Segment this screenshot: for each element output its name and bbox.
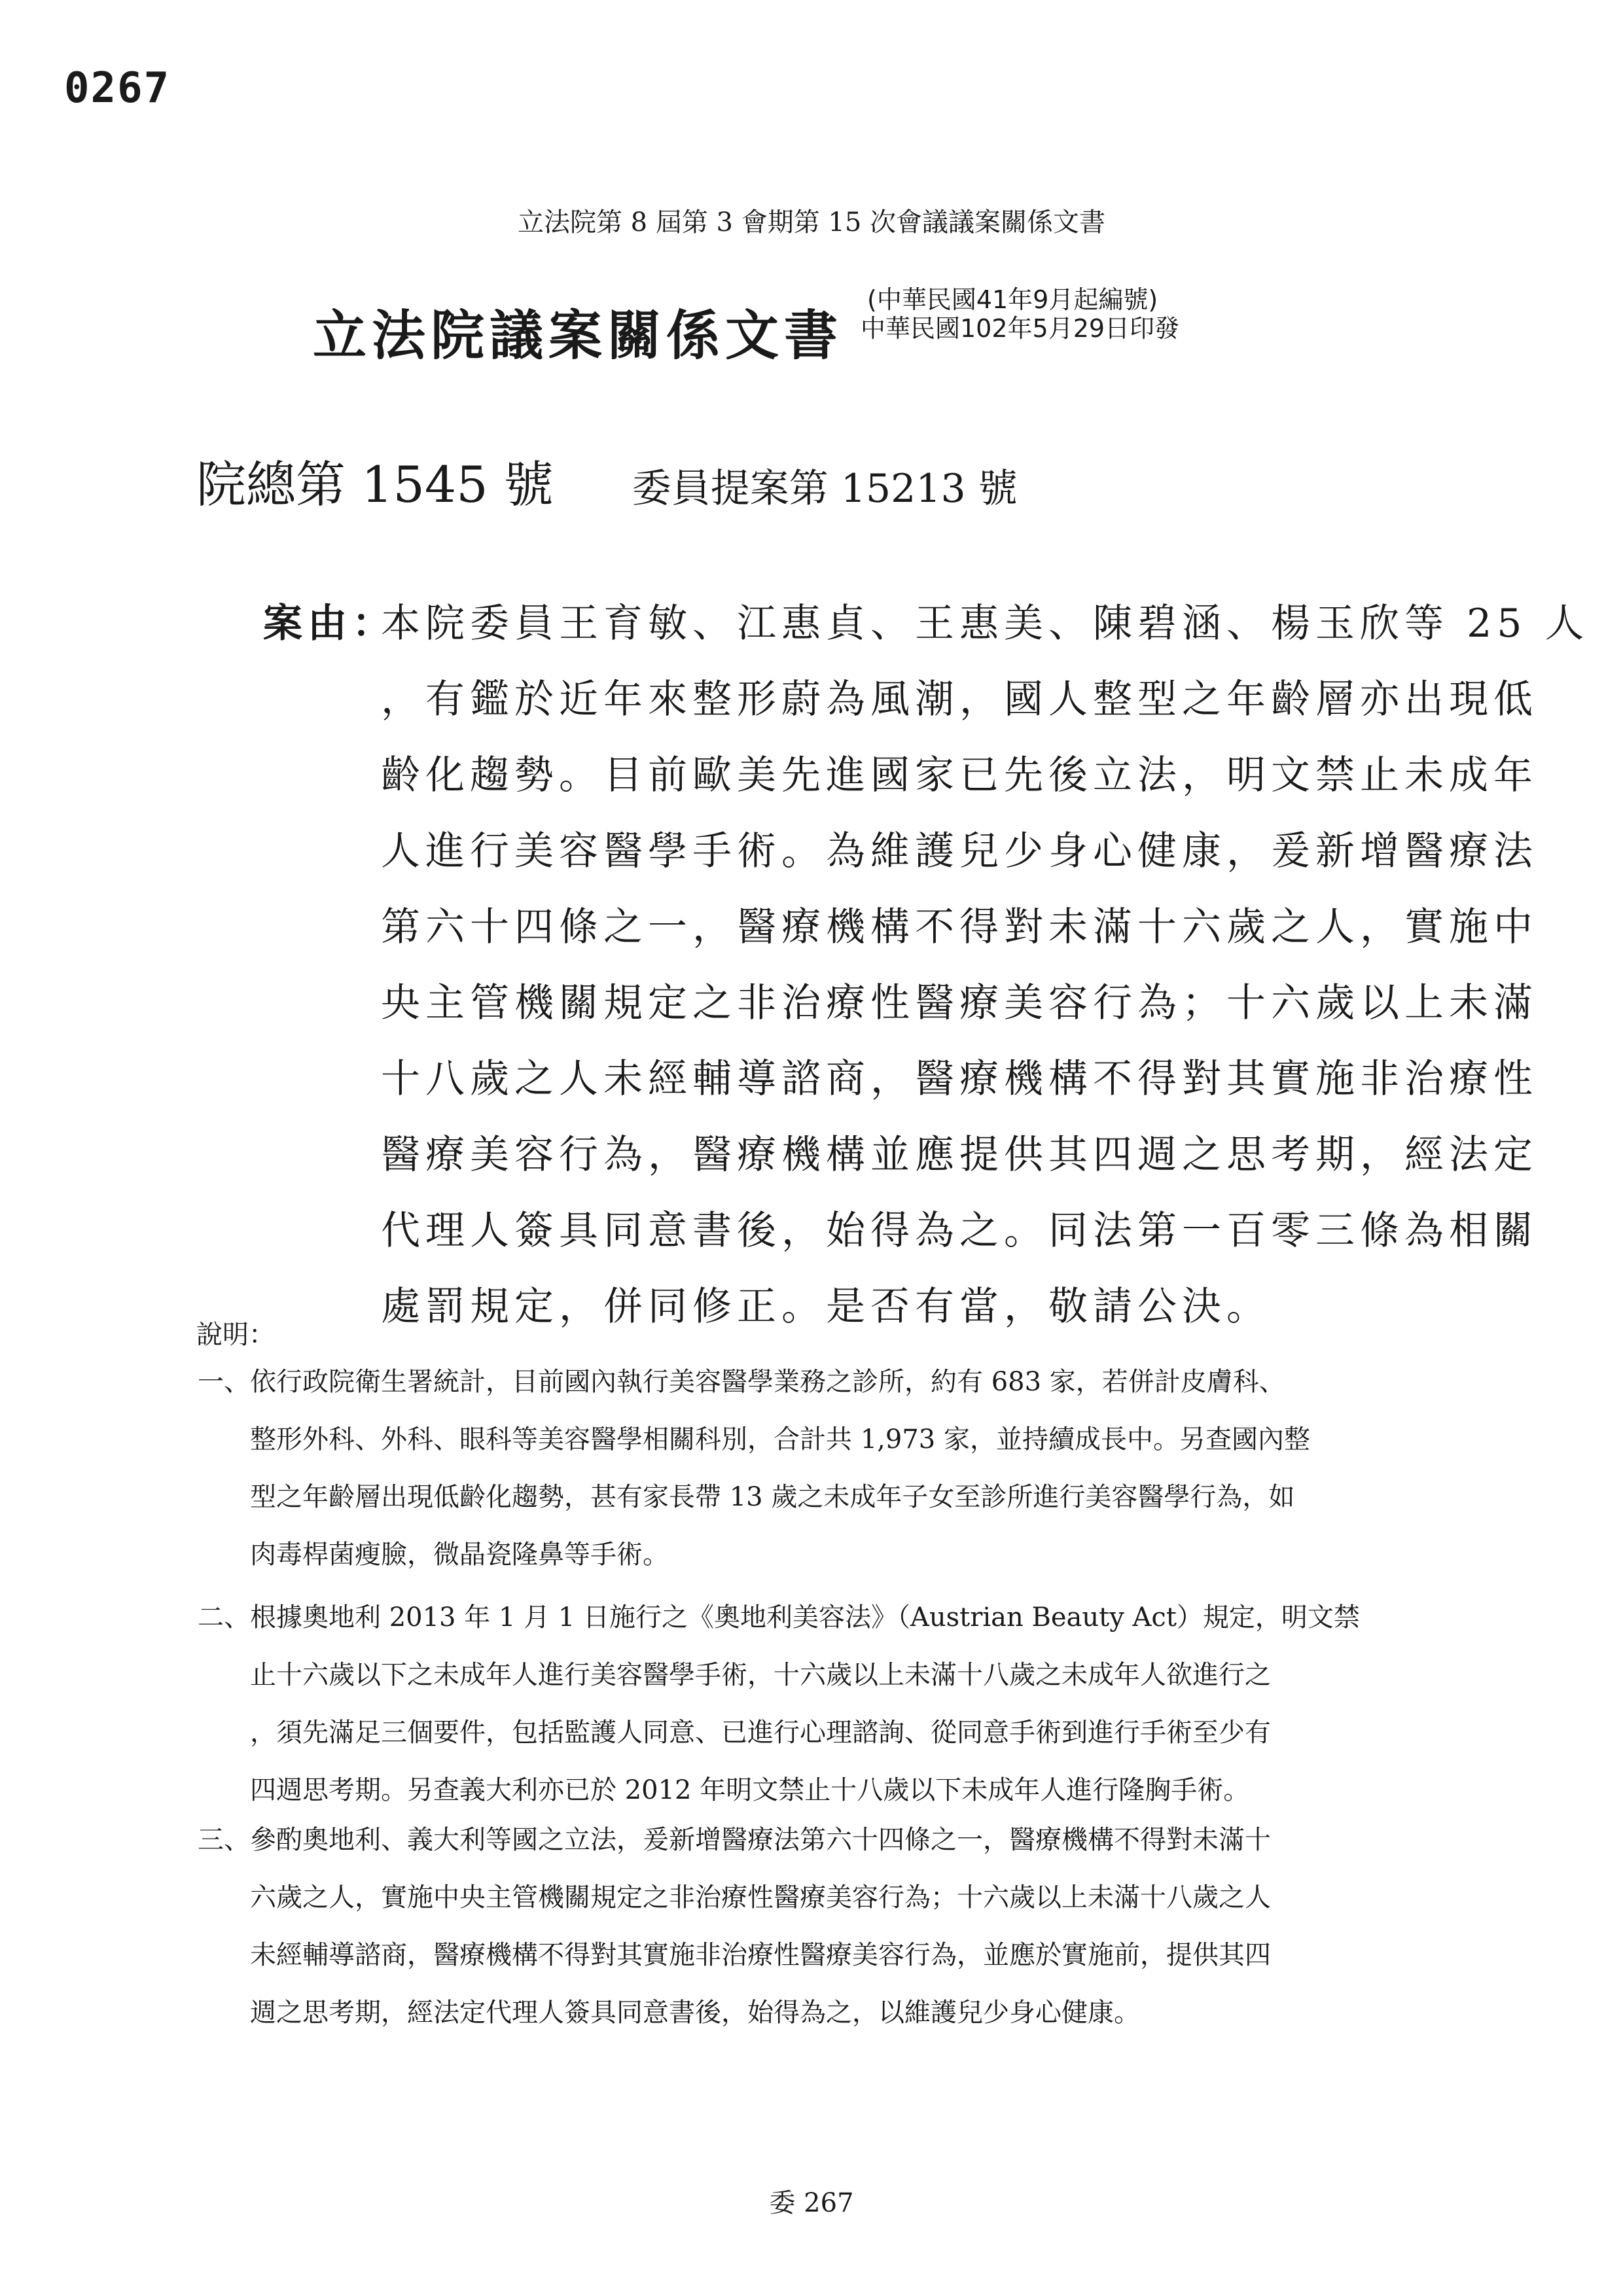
explanation-line [165, 1984, 1271, 2041]
document-title: 立法院議案關係文書 [313, 304, 844, 367]
explanation-line [165, 1589, 1360, 1646]
reason-line [263, 737, 1590, 813]
item-text: 止十六歲以下之未成年人進行美容醫學手術，十六歲以上未滿十八歲之未成年人欲進行之 [250, 1660, 1271, 1690]
reason-text: 第六十四條之一，醫療機構不得對未滿十六歲之人，實施中 [381, 904, 1538, 950]
reason-text: 本院委員王育敏、江惠貞、王惠美、陳碧涵、楊玉欣等 25 人 [381, 601, 1590, 646]
item-text: 六歲之人，實施中央主管機關規定之非治療性醫療美容行為；十六歲以上未滿十八歲之人 [250, 1882, 1271, 1913]
reason-text: 處罰規定，併同修正。是否有當，敬請公決。 [381, 1284, 1271, 1330]
case-number: 院總第 1545 號 [196, 455, 554, 514]
item-number: 二、 [198, 1602, 250, 1633]
explanation-item-3 [165, 1811, 1271, 2041]
reason-line [263, 965, 1590, 1041]
reason-line [263, 1041, 1590, 1117]
item-number: 三、 [198, 1825, 250, 1855]
reason-line [263, 813, 1590, 889]
reason-text: 十八歲之人未經輔導諮商，醫療機構不得對其實施非治療性 [381, 1056, 1538, 1102]
item-text: 未經輔導諮商，醫療機構不得對其實施非治療性醫療美容行為，並應於實施前，提供其四 [250, 1940, 1271, 1970]
item-text: 肉毒桿菌瘦臉，微晶瓷隆鼻等手術。 [250, 1540, 669, 1570]
reason-line [263, 662, 1590, 737]
explanation-item-2 [165, 1589, 1360, 1819]
explanation-line [165, 1761, 1360, 1819]
reason-line [263, 586, 1590, 662]
explanation-line [165, 1526, 1310, 1583]
reason-text: 代理人簽具同意書後，始得為之。同法第一百零三條為相關 [381, 1208, 1538, 1254]
reason-text: 醫療美容行為，醫療機構並應提供其四週之思考期，經法定 [381, 1132, 1538, 1178]
reason-text: 央主管機關規定之非治療性醫療美容行為；十六歲以上未滿 [381, 980, 1538, 1026]
explanation-line [165, 1869, 1271, 1926]
reason-line [263, 1269, 1590, 1345]
item-text: 根據奧地利 2013 年 1 月 1 日施行之《奧地利美容法》（Austrian Beauty Act）規定，明文禁 [250, 1602, 1360, 1633]
item-number: 一、 [198, 1367, 250, 1397]
item-text: ，須先滿足三個要件，包括監護人同意、已進行心理諮詢、從同意手術到進行手術至少有 [250, 1718, 1271, 1748]
print-date: 中華民國102年5月29日印發 [861, 314, 1180, 343]
case-number-line [196, 445, 1018, 516]
title-note [861, 285, 1179, 343]
page-footer-number: 委 267 [769, 2188, 854, 2218]
explanation-line [165, 1926, 1271, 1984]
explanation-line [165, 1811, 1271, 1869]
item-text: 整形外科、外科、眼科等美容醫學相關科別，合計共 1,973 家，並持續成長中。另查國內整 [250, 1424, 1310, 1455]
reason-line [263, 1117, 1590, 1193]
proposal-number: 委員提案第 15213 號 [632, 466, 1018, 512]
reason-section [263, 586, 1590, 1345]
reason-line [263, 1193, 1590, 1269]
reason-text: 齡化趨勢。目前歐美先進國家已先後立法，明文禁止未成年 [381, 752, 1538, 798]
reason-text: ，有鑑於近年來整形蔚為風潮，國人整型之年齡層亦出現低 [381, 677, 1538, 722]
explanation-line [165, 1704, 1360, 1761]
reason-text: 人進行美容醫學手術。為維護兒少身心健康，爰新增醫療法 [381, 828, 1538, 874]
reason-label: 案由： [263, 601, 397, 646]
item-text: 週之思考期，經法定代理人簽具同意書後，始得為之，以維護兒少身心健康。 [250, 1998, 1140, 2028]
item-text: 參酌奧地利、義大利等國之立法，爰新增醫療法第六十四條之一，醫療機構不得對未滿十 [250, 1825, 1271, 1855]
explanation-line [165, 1353, 1310, 1411]
explanation-line [165, 1646, 1360, 1704]
numbering-note: (中華民國41年9月起編號) [867, 285, 1158, 314]
explanation-line [165, 1411, 1310, 1468]
reason-line [263, 889, 1590, 965]
item-text: 依行政院衛生署統計，目前國內執行美容醫學業務之診所，約有 683 家，若併計皮膚科、 [250, 1367, 1285, 1397]
session-header: 立法院第 8 屆第 3 會期第 15 次會議議案關係文書 [517, 207, 1106, 238]
item-text: 型之年齡層出現低齡化趨勢，甚有家長帶 13 歲之未成年子女至診所進行美容醫學行為，如 [250, 1482, 1295, 1512]
explanation-line [165, 1468, 1310, 1526]
item-text: 四週思考期。另查義大利亦已於 2012 年明文禁止十八歲以下未成年人進行隆胸手術。 [250, 1775, 1250, 1805]
explanation-item-1 [165, 1353, 1310, 1583]
page-stamp-number: 0267 [64, 64, 171, 113]
explanation-heading: 說明： [196, 1320, 275, 1350]
